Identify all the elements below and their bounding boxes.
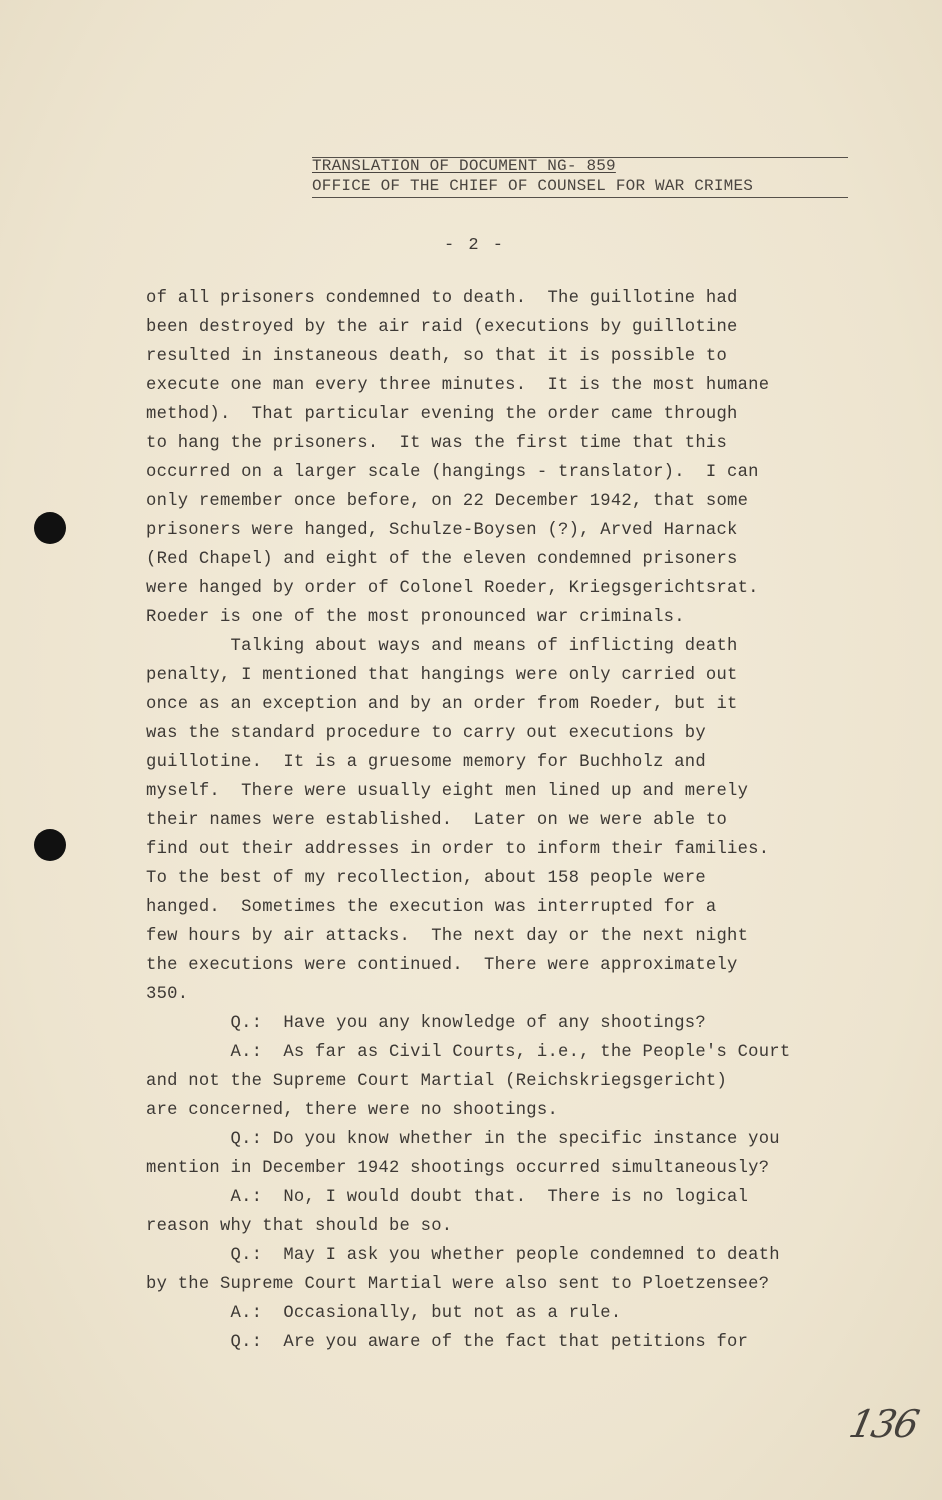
body-line: occurred on a larger scale (hangings - translator). I can — [146, 463, 759, 482]
body-line: by the Supreme Court Martial were also sent to Ploetzensee? — [146, 1275, 770, 1294]
handwritten-page-number: 136 — [845, 1402, 922, 1446]
body-line: Q.: Do you know whether in the specific instance you — [146, 1130, 780, 1149]
punch-hole — [34, 829, 66, 861]
punch-hole — [34, 512, 66, 544]
body-line: method). That particular evening the order came through — [146, 405, 738, 424]
header-translation-line: TRANSLATION OF DOCUMENT NG- 859 — [312, 157, 616, 175]
body-line: execute one man every three minutes. It is the most humane — [146, 376, 770, 395]
body-line: Talking about ways and means of inflicting death — [146, 637, 738, 656]
body-line: reason why that should be so. — [146, 1217, 453, 1236]
body-line: of all prisoners condemned to death. The guillotine had — [146, 289, 738, 308]
body-line: To the best of my recollection, about 158 people were — [146, 869, 706, 888]
body-line: resulted in instaneous death, so that it is possible to — [146, 347, 728, 366]
body-line: myself. There were usually eight men lined up and merely — [146, 782, 749, 801]
body-line: the executions were continued. There were approximately — [146, 956, 738, 975]
body-line: find out their addresses in order to inform their families. — [146, 840, 770, 859]
body-text — [146, 284, 866, 1357]
document-header — [312, 156, 848, 198]
body-line: are concerned, there were no shootings. — [146, 1101, 559, 1120]
body-line: prisoners were hanged, Schulze-Boysen (?), Arved Harnack — [146, 521, 738, 540]
body-line: to hang the prisoners. It was the first time that this — [146, 434, 728, 453]
body-line: Q.: Are you aware of the fact that petitions for — [146, 1333, 749, 1352]
page-number: - 2 - — [444, 236, 506, 255]
body-line: mention in December 1942 shootings occurred simultaneously? — [146, 1159, 770, 1178]
body-line: Q.: May I ask you whether people condemned to death — [146, 1246, 780, 1265]
body-line: were hanged by order of Colonel Roeder, Kriegsgerichtsrat. — [146, 579, 759, 598]
body-line: Roeder is one of the most pronounced war criminals. — [146, 608, 685, 627]
body-line: been destroyed by the air raid (executions by guillotine — [146, 318, 738, 337]
header-top-rule — [312, 157, 848, 158]
body-line: and not the Supreme Court Martial (Reichskriegsgericht) — [146, 1072, 728, 1091]
body-line: (Red Chapel) and eight of the eleven condemned prisoners — [146, 550, 738, 569]
body-line: only remember once before, on 22 December 1942, that some — [146, 492, 749, 511]
body-line: A.: No, I would doubt that. There is no logical — [146, 1188, 749, 1207]
body-line: A.: As far as Civil Courts, i.e., the People's Court — [146, 1043, 791, 1062]
body-line: once as an exception and by an order from Roeder, but it — [146, 695, 738, 714]
body-line: few hours by air attacks. The next day or the next night — [146, 927, 749, 946]
body-line: Q.: Have you any knowledge of any shootings? — [146, 1014, 706, 1033]
header-office-line: OFFICE OF THE CHIEF OF COUNSEL FOR WAR CRIMES — [312, 176, 848, 198]
body-line: guillotine. It is a gruesome memory for Buchholz and — [146, 753, 706, 772]
body-line: 350. — [146, 985, 189, 1004]
body-line: A.: Occasionally, but not as a rule. — [146, 1304, 622, 1323]
body-line: was the standard procedure to carry out executions by — [146, 724, 706, 743]
body-line: their names were established. Later on we were able to — [146, 811, 728, 830]
body-line: penalty, I mentioned that hangings were only carried out — [146, 666, 738, 685]
body-line: hanged. Sometimes the execution was interrupted for a — [146, 898, 717, 917]
